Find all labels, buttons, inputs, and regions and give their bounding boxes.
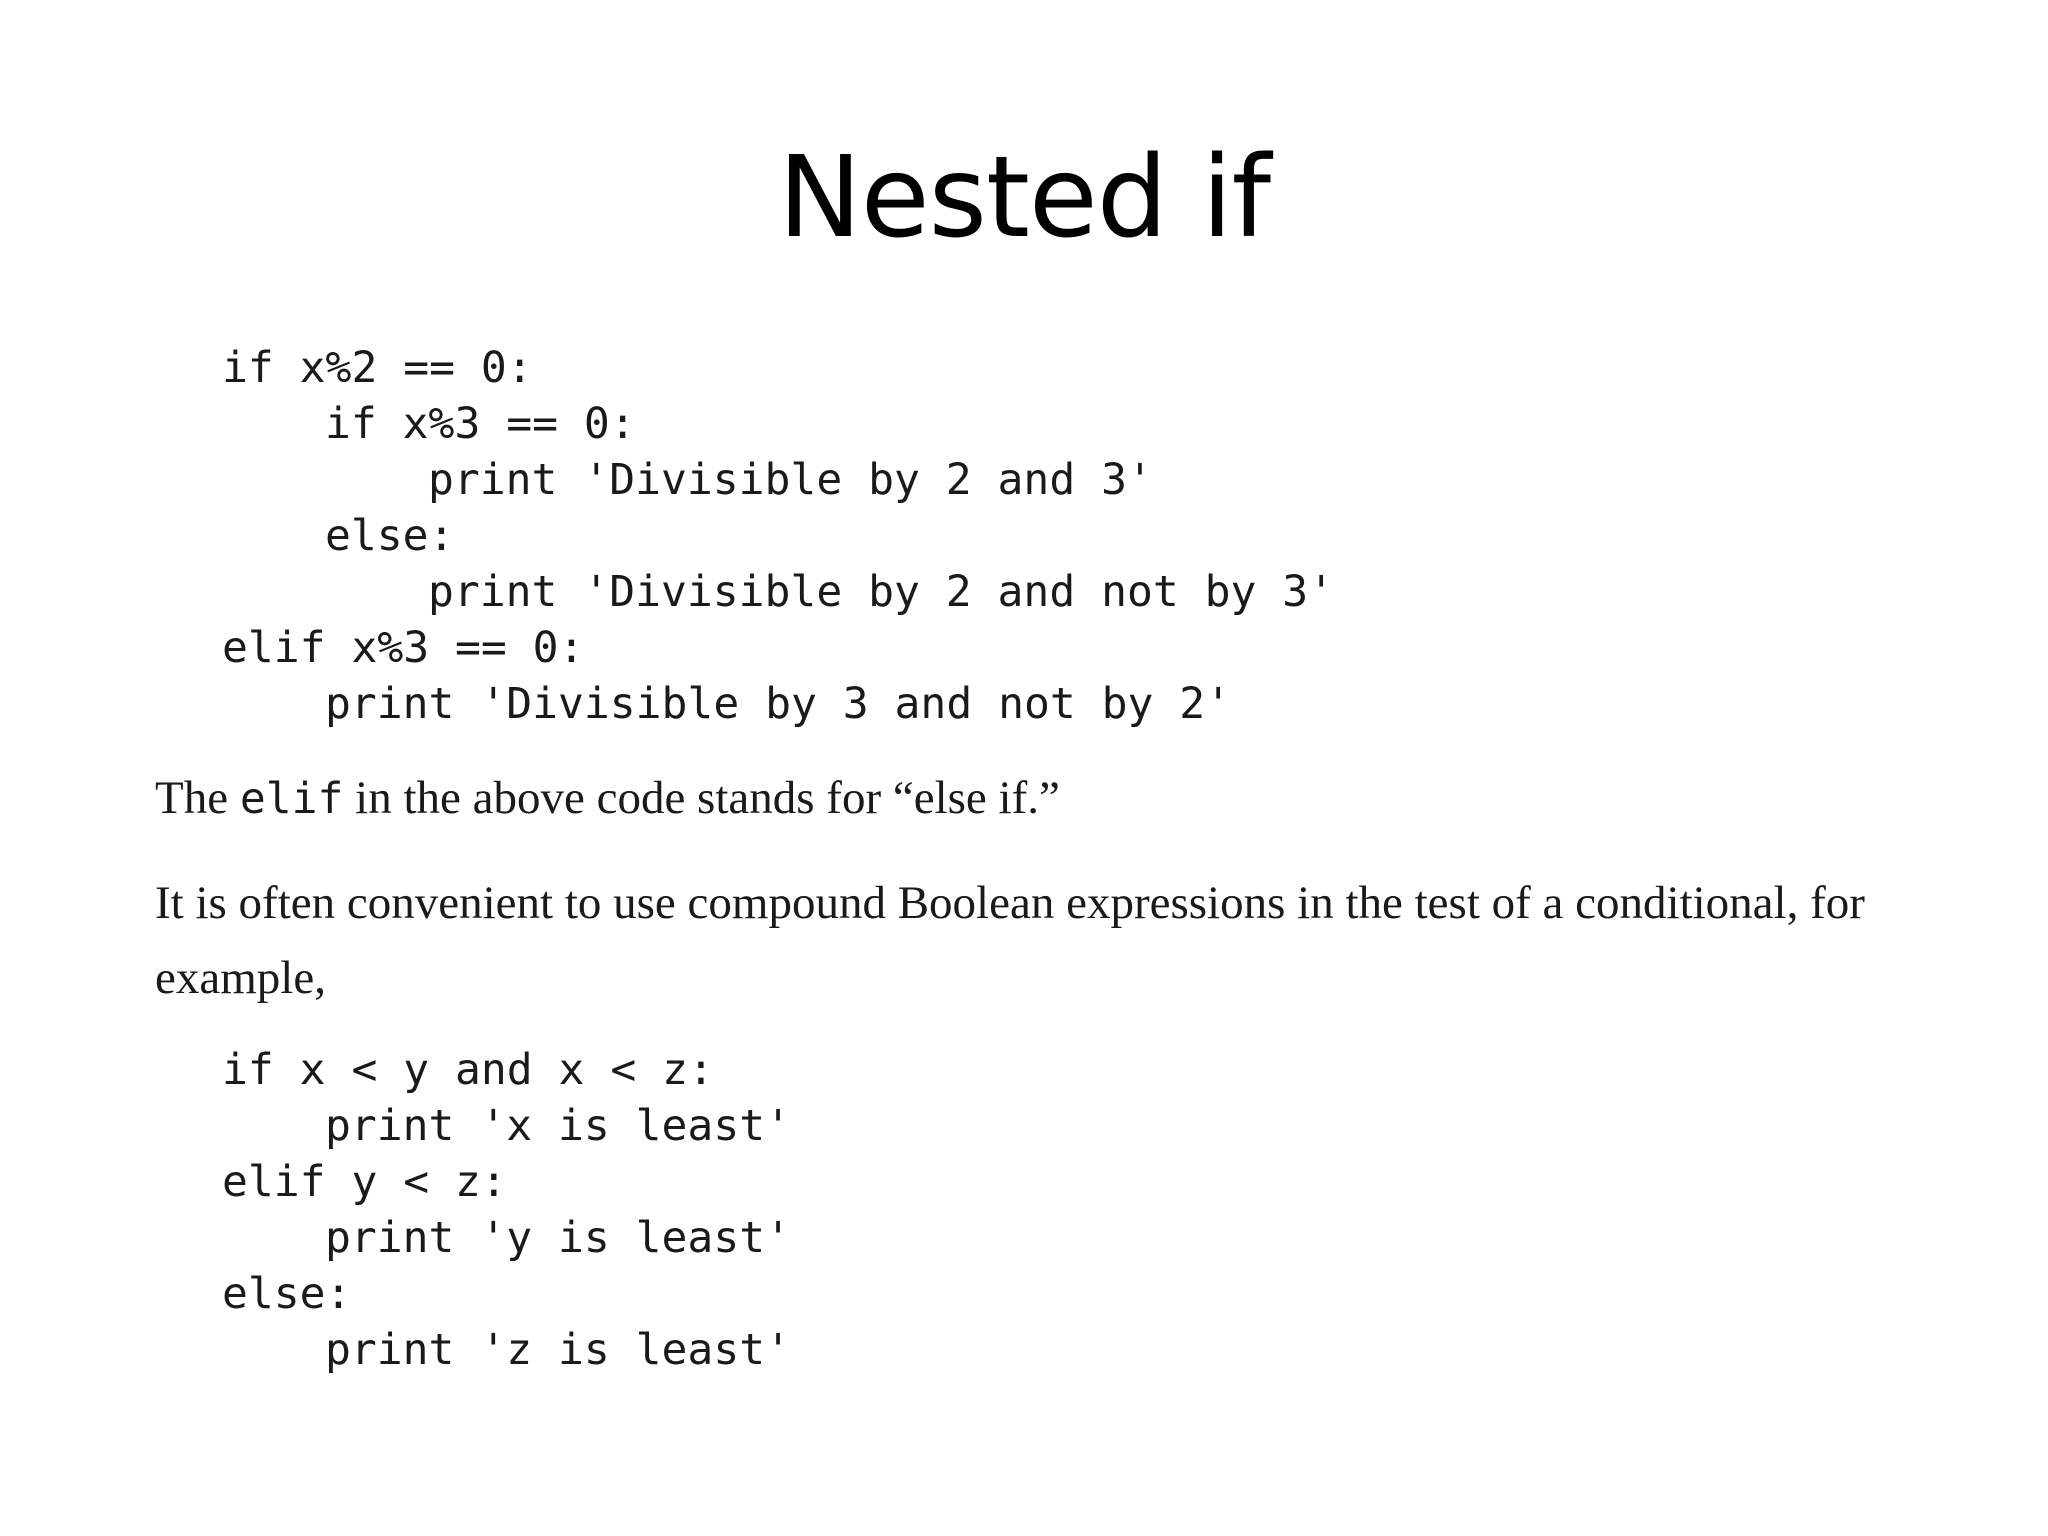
elif-explanation-paragraph (155, 768, 1915, 829)
code-line: print 'z is least' (325, 1325, 791, 1375)
slide-title: Nested if (777, 133, 1271, 263)
code-block-nested-if (222, 340, 1334, 732)
elif-keyword: elif (239, 774, 344, 824)
code-line: print 'Divisible by 2 and 3' (428, 455, 1153, 505)
code-line: print 'y is least' (325, 1213, 791, 1263)
code-line: if x%3 == 0: (325, 399, 636, 449)
code-line: else: (325, 511, 455, 561)
code-line: elif x%3 == 0: (222, 623, 585, 673)
code-block-compound-boolean (222, 1042, 791, 1378)
code-line: print 'Divisible by 2 and not by 3' (428, 567, 1335, 617)
code-line: print 'Divisible by 3 and not by 2' (325, 679, 1232, 729)
paragraph-text: in the above code stands for “else if.” (343, 772, 1060, 824)
code-line: else: (222, 1269, 352, 1319)
compound-boolean-paragraph: It is often convenient to use compound Boolean expressions in the test of a conditional, for example, (155, 877, 1865, 1004)
code-line: if x < y and x < z: (222, 1045, 714, 1095)
code-line: if x%2 == 0: (222, 343, 533, 393)
code-line: elif y < z: (222, 1157, 507, 1207)
paragraph-text: The (155, 772, 240, 824)
code-line: print 'x is least' (325, 1101, 791, 1151)
